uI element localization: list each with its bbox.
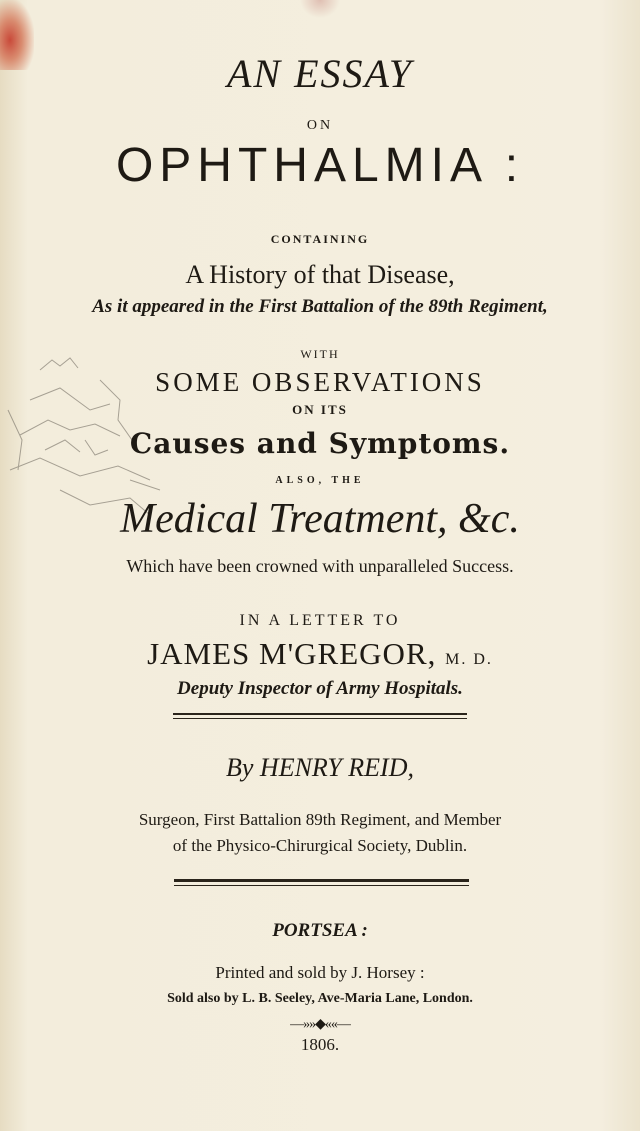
- title-on-its: ON ITS: [292, 402, 348, 417]
- author-title-2: of the Physico-Chirurgical Society, Dublin.: [172, 836, 468, 855]
- title-appeared: As it appeared in the First Battalion of the 89th Regiment,: [92, 296, 548, 317]
- dedication-suffix: M. D.: [445, 651, 493, 668]
- ornament-divider: —»»◆««—: [290, 1017, 350, 1032]
- author-title-1: Surgeon, First Battalion 89th Regiment, and Member: [138, 810, 502, 829]
- imprint-printer: Printed and sold by J. Horsey :: [215, 963, 425, 982]
- ink-stain-top: [300, 0, 340, 18]
- imprint-year: 1806.: [300, 1035, 340, 1054]
- divider-rule-2-thin: [174, 885, 469, 886]
- dedication-name-text: JAMES M'GREGOR,: [147, 636, 437, 671]
- dedication-intro: IN A LETTER TO: [239, 612, 401, 629]
- author-byline: By HENRY REID,: [226, 753, 414, 782]
- title-history: A History of that Disease,: [185, 260, 455, 289]
- title-ophthalmia: OPHTHALMIA :: [115, 139, 525, 192]
- imprint-seller: Sold also by L. B. Seeley, Ave-Maria Lane, London.: [167, 991, 473, 1006]
- dedication-office: Deputy Inspector of Army Hospitals.: [177, 678, 463, 699]
- title-also-the: ALSO, THE: [275, 475, 365, 486]
- title-causes-symptoms: Causes and Symptoms.: [129, 427, 511, 460]
- imprint-place: PORTSEA :: [272, 920, 368, 941]
- title-success: Which have been crowned with unparalleled Success.: [126, 556, 514, 576]
- title-observations: SOME OBSERVATIONS: [155, 367, 485, 397]
- title-an-essay: AN ESSAY: [226, 51, 414, 96]
- title-containing: CONTAINING: [270, 232, 370, 246]
- divider-rule: [173, 713, 467, 715]
- title-on: ON: [306, 118, 334, 133]
- dedication-name: [0, 636, 640, 672]
- divider-rule-thin: [173, 718, 467, 719]
- title-medical-treatment: Medical Treatment, &c.: [120, 496, 520, 542]
- title-with: WITH: [300, 347, 340, 361]
- divider-rule-2: [174, 879, 469, 882]
